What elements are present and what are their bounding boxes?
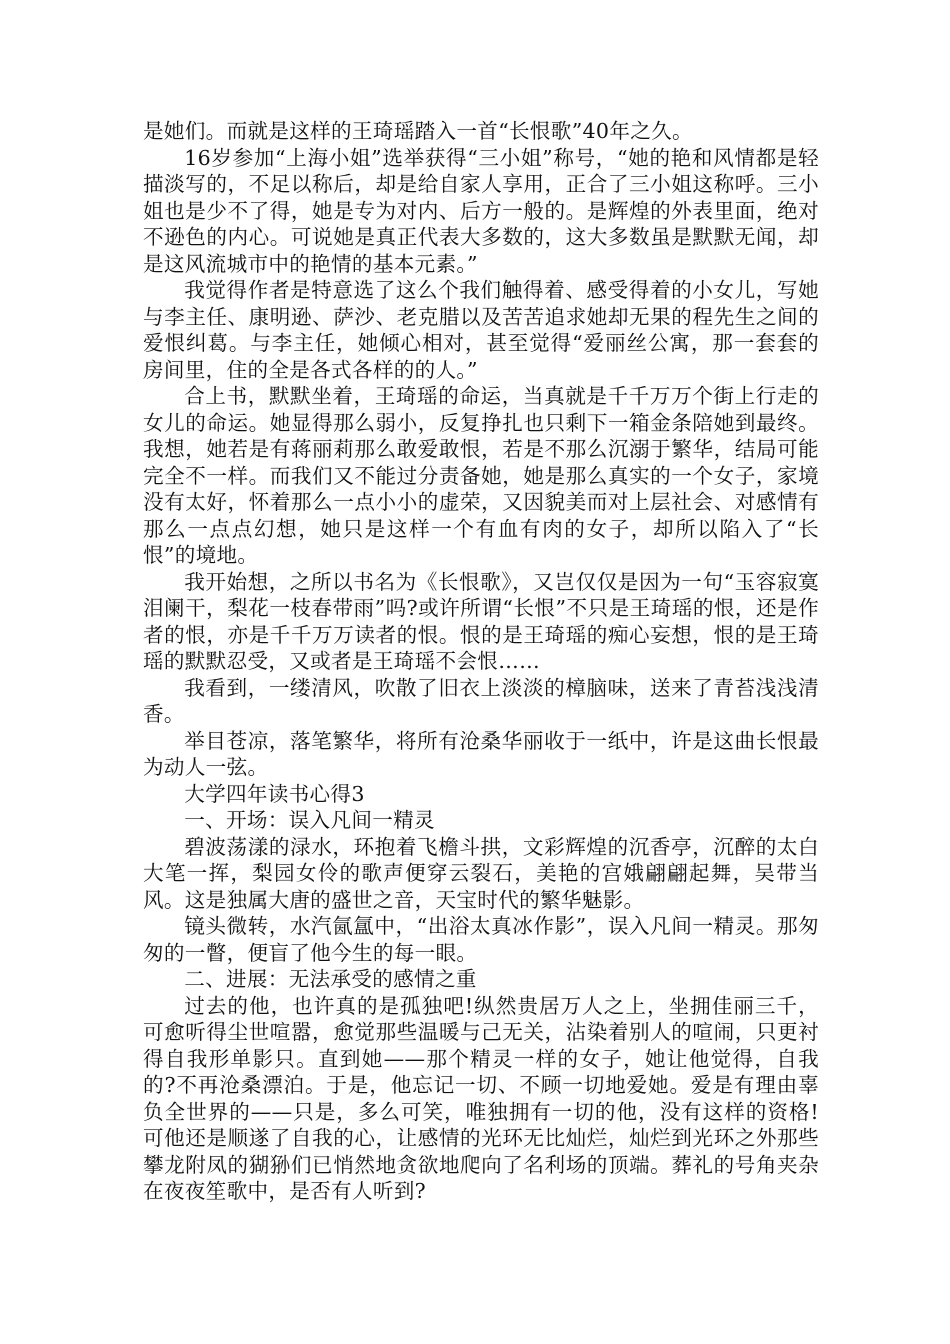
subsection-heading: 一、开场：误入凡间一精灵: [184, 808, 435, 832]
paragraph: 我开始想，之所以书名为《长恨歌》，又岂仅仅是因为一句“玉容寂寞泪阑干，梨花一枝春带雨”吗?或许所谓“长恨”不只是王琦瑶的恨，还是作者的恨，亦是千千万万读者的恨。恨的是王琦瑶的痴心妄想，恨的是王琦瑶的默默忍受，又或者是王琦瑶不会恨……: [143, 569, 819, 673]
paragraph: 举目苍凉，落笔繁华，将所有沧桑华丽收于一纸中，许是这曲长恨最为动人一弦。: [143, 728, 819, 779]
paragraph: 合上书，默默坐着，王琦瑶的命运，当真就是千千万万个街上行走的女儿的命运。她显得那么弱小，反复挣扎也只剩下一箱金条陪她到最终。我想，她若是有蒋丽莉那么敢爱敢恨，若是不那么沉溺于繁华，结局可能完全不一样。而我们又不能过分责备她，她是那么真实的一个女子，家境没有太好，怀着那么一点小小的虚荣，又因貌美而对上层社会、对感情有那么一点点幻想，她只是这样一个有血有肉的女子，却所以陷入了“长恨”的境地。: [143, 384, 819, 567]
subsection-heading: 二、进展：无法承受的感情之重: [184, 967, 477, 991]
paragraph: 我看到，一缕清风，吹散了旧衣上淡淡的樟脑味，送来了青苔浅浅清香。: [143, 675, 819, 726]
paragraph: 是她们。而就是这样的王琦瑶踏入一首“长恨歌”40年之久。: [143, 119, 693, 143]
paragraph: 我觉得作者是特意选了这么个我们触得着、感受得着的小女儿，写她与李主任、康明逊、萨沙、老克腊以及苦苦追求她却无果的程先生之间的爱恨纠葛。与李主任，她倾心相对，甚至觉得“爱丽丝公寓，那一套套的房间里，住的全是各式各样的的人。”: [143, 278, 819, 382]
paragraph: 16岁参加“上海小姐”选举获得“三小姐”称号，“她的艳和风情都是轻描淡写的，不足以称后，却是给自家人享用，正合了三小姐这称呼。三小姐也是少不了得，她是专为对内、后方一般的。是辉煌的外表里面，绝对不逊色的内心。可说她是真正代表大多数的，这大多数虽是默默无闻，却是这风流城市中的艳情的基本元素。”: [143, 145, 819, 276]
paragraph: 碧波荡漾的渌水，环抱着飞檐斗拱，文彩辉煌的沉香亭，沉醉的太白大笔一挥，梨园女伶的歌声便穿云裂石，美艳的宫娥翩翩起舞，吴带当风。这是独属大唐的盛世之音，天宝时代的繁华魅影。: [143, 834, 819, 912]
paragraph: 过去的他，也许真的是孤独吧!纵然贵居万人之上，坐拥佳丽三千，可愈听得尘世喧嚣，愈觉那些温暖与己无关，沾染着别人的喧闹，只更衬得自我形单影只。直到她——那个精灵一样的女子，她让他觉得，自我的?不再沧桑漂泊。于是，他忘记一切、不顾一切地爱她。爱是有理由辜负全世界的——只是，多么可笑，唯独拥有一切的他，没有这样的资格!可他还是顺遂了自我的心，让感情的光环无比灿烂，灿烂到光环之外那些攀龙附凤的猢狲们已悄然地贪欲地爬向了名利场的顶端。葬礼的号角夹杂在夜夜笙歌中，是否有人听到?: [143, 993, 819, 1203]
section-heading: 大学四年读书心得3: [184, 781, 365, 806]
document-page: [143, 118, 819, 1205]
paragraph: 镜头微转，水汽氤氲中，“出浴太真冰作影”，误入凡间一精灵。那匆匆的一瞥，便盲了他今生的每一眼。: [143, 914, 819, 965]
